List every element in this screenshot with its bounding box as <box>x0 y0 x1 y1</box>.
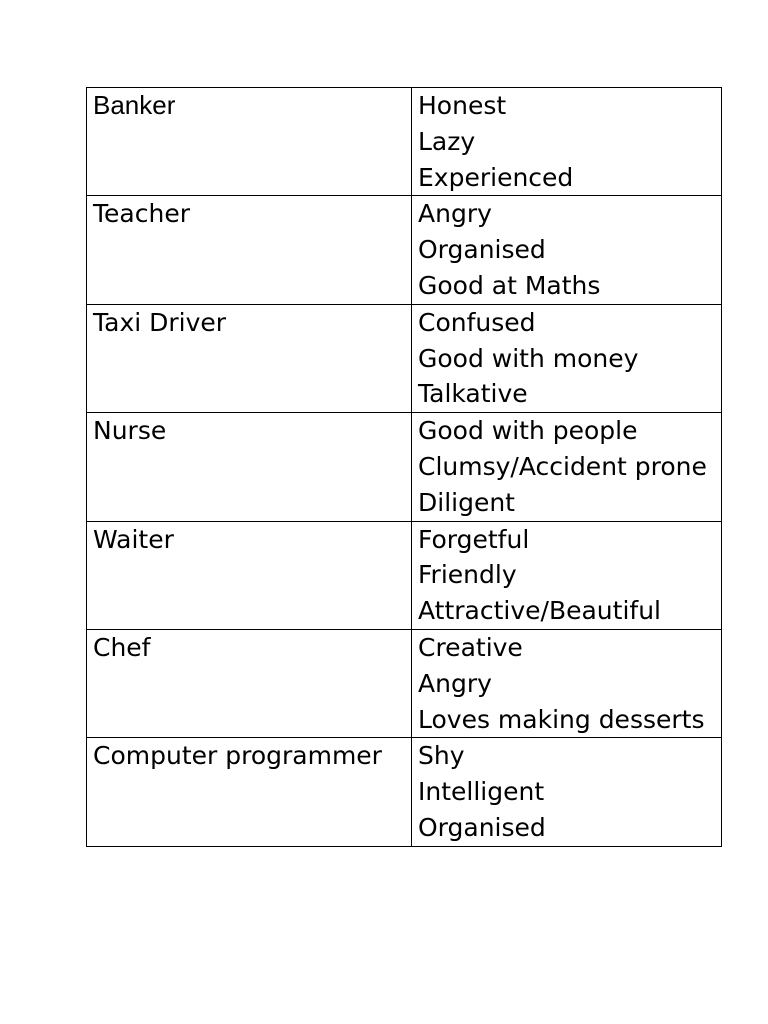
traits-cell <box>412 738 722 846</box>
trait-item: Forgetful <box>418 524 530 554</box>
traits-cell <box>412 521 722 629</box>
trait-item: Friendly <box>418 560 517 590</box>
trait-item: Clumsy/Accident prone <box>418 451 707 481</box>
traits-cell <box>412 88 722 196</box>
trait-item: Good with money <box>418 343 639 373</box>
job-label: Computer programmer <box>93 741 382 771</box>
table-row <box>87 304 722 412</box>
table-row <box>87 521 722 629</box>
trait-item: Angry <box>418 199 492 229</box>
job-label: Taxi Driver <box>93 307 227 337</box>
jobs-traits-table <box>86 87 722 847</box>
table-row <box>87 629 722 737</box>
job-label: Nurse <box>93 416 167 446</box>
job-cell <box>87 629 412 737</box>
trait-item: Confused <box>418 307 536 337</box>
traits-cell <box>412 413 722 521</box>
trait-item: Intelligent <box>418 777 545 807</box>
job-label: Banker <box>93 90 176 120</box>
trait-item: Honest <box>418 91 507 120</box>
trait-item: Good at Maths <box>418 270 601 300</box>
table-row <box>87 738 722 846</box>
job-cell <box>87 738 412 846</box>
table-row <box>87 196 722 304</box>
trait-item: Organised <box>418 812 546 842</box>
job-label: Waiter <box>93 524 174 554</box>
trait-item: Organised <box>418 235 546 265</box>
job-label: Chef <box>93 632 151 662</box>
job-cell <box>87 521 412 629</box>
job-cell <box>87 88 412 196</box>
traits-cell <box>412 304 722 412</box>
trait-item: Shy <box>418 741 465 771</box>
trait-item: Experienced <box>418 162 574 192</box>
table-row <box>87 413 722 521</box>
traits-cell <box>412 196 722 304</box>
job-cell <box>87 413 412 521</box>
trait-item: Creative <box>418 632 523 662</box>
trait-item: Lazy <box>418 126 476 156</box>
trait-item: Diligent <box>418 487 515 517</box>
job-cell <box>87 304 412 412</box>
trait-item: Angry <box>418 668 492 698</box>
trait-item: Good with people <box>418 416 638 446</box>
job-label: Teacher <box>93 199 190 229</box>
job-cell <box>87 196 412 304</box>
trait-item: Attractive/Beautiful <box>418 596 661 626</box>
trait-item: Talkative <box>418 379 528 409</box>
trait-item: Loves making desserts <box>418 704 705 734</box>
table-row <box>87 88 722 196</box>
traits-cell <box>412 629 722 737</box>
